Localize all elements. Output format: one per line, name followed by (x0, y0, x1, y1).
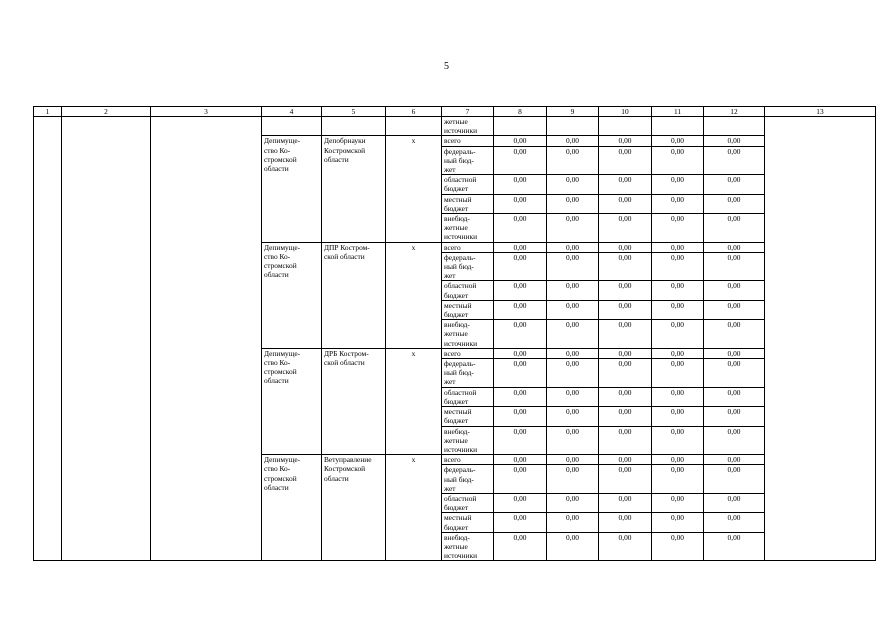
amount-cell: 0,00 (547, 513, 599, 532)
text-line: жет (444, 483, 456, 493)
amount-cell: 0,00 (704, 359, 765, 388)
amount-cell: 0,00 (494, 359, 547, 388)
text-line: внебюд- (444, 426, 470, 436)
funding-source-cell (442, 136, 494, 146)
text-line: жет (444, 377, 456, 387)
funding-source-cell (442, 281, 494, 300)
text-line: ской области (324, 358, 365, 368)
text-line: всего (444, 348, 461, 358)
text-line: источники (444, 444, 478, 454)
text-line: бюджет (444, 416, 469, 426)
cell-col-2 (62, 117, 151, 561)
amount-cell: 0,00 (704, 136, 765, 146)
amount-cell: 0,00 (704, 175, 765, 194)
amount-cell: 0,00 (704, 300, 765, 319)
amount-cell: 0,00 (494, 493, 547, 512)
text-line: жетные (444, 541, 468, 551)
text-line: Депимуще- (264, 242, 301, 252)
amount-cell: 0,00 (494, 455, 547, 465)
text-line: федераль- (444, 252, 476, 262)
text-line: области (264, 482, 289, 492)
amount-cell: 0,00 (547, 146, 599, 175)
text-line: ство Ко- (264, 358, 291, 368)
amount-cell: 0,00 (547, 465, 599, 494)
funding-source-cell (442, 175, 494, 194)
amount-cell: 0,00 (599, 455, 652, 465)
amount-cell: 0,00 (652, 242, 704, 252)
text-line: области (264, 376, 289, 386)
amount-cell: 0,00 (547, 300, 599, 319)
participant-cell (322, 348, 386, 454)
amount-cell: 0,00 (599, 242, 652, 252)
text-line: Депимуще- (264, 348, 301, 358)
amount-cell: 0,00 (547, 175, 599, 194)
amount-cell: 0,00 (547, 136, 599, 146)
text-line: жетные (444, 329, 468, 339)
amount-cell: 0,00 (494, 320, 547, 349)
text-line: стромской (264, 261, 297, 271)
executor-cell (262, 136, 322, 242)
amount-cell: 0,00 (599, 465, 652, 494)
amount-cell: 0,00 (652, 320, 704, 349)
cell-col-6 (386, 117, 442, 136)
amount-cell: 0,00 (494, 252, 547, 281)
continued-source-cell (442, 117, 494, 136)
text-line: бюджет (444, 310, 469, 320)
column-header-7: 7 (442, 107, 494, 117)
text-line: областной (444, 175, 477, 185)
column-header-6: 6 (386, 107, 442, 117)
amount-cell: 0,00 (704, 532, 765, 561)
column-header-1: 1 (34, 107, 62, 117)
amount-cell: 0,00 (547, 320, 599, 349)
text-line: источники (444, 551, 478, 561)
text-line: всего (444, 455, 461, 465)
cell-col-1 (34, 117, 62, 561)
cell-col-5 (322, 117, 386, 136)
text-line: области (264, 270, 289, 280)
amount-cell: 0,00 (494, 387, 547, 406)
amount-cell: 0,00 (652, 136, 704, 146)
amount-cell: 0,00 (494, 532, 547, 561)
text-line: местный (444, 300, 472, 310)
text-line: внебюд- (444, 214, 470, 224)
funding-source-cell (442, 252, 494, 281)
cell-col-10 (599, 117, 652, 136)
amount-cell: 0,00 (704, 320, 765, 349)
text-line: областной (444, 281, 477, 291)
amount-cell: 0,00 (599, 426, 652, 455)
amount-cell: 0,00 (599, 493, 652, 512)
text-line: федераль- (444, 146, 476, 156)
amount-cell: 0,00 (494, 348, 547, 358)
amount-cell: 0,00 (547, 455, 599, 465)
funding-source-cell (442, 407, 494, 426)
amount-cell: 0,00 (704, 348, 765, 358)
executor-cell (262, 348, 322, 454)
amount-cell: 0,00 (704, 465, 765, 494)
amount-cell: 0,00 (599, 348, 652, 358)
amount-cell: 0,00 (599, 532, 652, 561)
amount-cell: 0,00 (704, 214, 765, 243)
amount-cell: 0,00 (652, 359, 704, 388)
amount-cell: 0,00 (547, 281, 599, 300)
amount-cell: 0,00 (652, 407, 704, 426)
text-line: бюджет (444, 290, 469, 300)
amount-cell: 0,00 (547, 214, 599, 243)
amount-cell: 0,00 (547, 493, 599, 512)
amount-cell: 0,00 (652, 532, 704, 561)
text-line: ный бюд- (444, 155, 474, 165)
text-line: жетные (444, 223, 468, 233)
text-line: Костромской (324, 464, 366, 474)
financing-table (33, 106, 876, 561)
table-body (34, 117, 876, 561)
text-line: бюджет (444, 522, 469, 532)
participant-cell (322, 455, 386, 561)
amount-cell: 0,00 (652, 387, 704, 406)
amount-cell: 0,00 (599, 146, 652, 175)
funding-source-cell (442, 359, 494, 388)
amount-cell: 0,00 (547, 242, 599, 252)
amount-cell: 0,00 (547, 359, 599, 388)
text-line: местный (444, 407, 472, 417)
amount-cell: 0,00 (547, 348, 599, 358)
amount-cell: 0,00 (704, 455, 765, 465)
funding-source-cell (442, 465, 494, 494)
marker-cell: х (386, 242, 442, 348)
amount-cell: 0,00 (494, 136, 547, 146)
amount-cell: 0,00 (704, 387, 765, 406)
funding-source-cell (442, 455, 494, 465)
page-number: 5 (444, 61, 449, 72)
text-line: областной (444, 493, 477, 503)
amount-cell: 0,00 (652, 214, 704, 243)
amount-cell: 0,00 (599, 281, 652, 300)
amount-cell: 0,00 (652, 493, 704, 512)
amount-cell: 0,00 (704, 426, 765, 455)
funding-source-cell (442, 532, 494, 561)
funding-source-cell (442, 320, 494, 349)
text-line: ДРБ Костром- (324, 348, 369, 358)
funding-source-cell (442, 426, 494, 455)
amount-cell: 0,00 (599, 194, 652, 213)
text-line: области (264, 164, 289, 174)
amount-cell: 0,00 (599, 513, 652, 532)
text-line: стромской (264, 367, 297, 377)
amount-cell: 0,00 (704, 281, 765, 300)
funding-source-cell (442, 214, 494, 243)
cell-col-8 (494, 117, 547, 136)
amount-cell: 0,00 (652, 252, 704, 281)
amount-cell: 0,00 (599, 175, 652, 194)
text-line: Костромской (324, 145, 366, 155)
text-line: бюджет (444, 203, 469, 213)
funding-source-cell (442, 242, 494, 252)
amount-cell: 0,00 (599, 300, 652, 319)
amount-cell: 0,00 (704, 194, 765, 213)
amount-cell: 0,00 (494, 465, 547, 494)
text-line: бюджет (444, 503, 469, 513)
executor-cell (262, 455, 322, 561)
text-line: внебюд- (444, 532, 470, 542)
column-header-3: 3 (151, 107, 262, 117)
funding-source-cell (442, 348, 494, 358)
amount-cell: 0,00 (652, 300, 704, 319)
amount-cell: 0,00 (547, 532, 599, 561)
participant-cell (322, 242, 386, 348)
marker-cell: х (386, 348, 442, 454)
executor-cell (262, 242, 322, 348)
text-line: ДПР Костром- (324, 242, 370, 252)
text-line: жетные (444, 117, 468, 126)
cell-col-13 (765, 117, 876, 561)
amount-cell: 0,00 (494, 513, 547, 532)
amount-cell: 0,00 (547, 387, 599, 406)
cell-col-12 (704, 117, 765, 136)
text-line: местный (444, 194, 472, 204)
participant-cell (322, 136, 386, 242)
text-line: ный бюд- (444, 368, 474, 378)
cell-col-11 (652, 117, 704, 136)
amount-cell: 0,00 (599, 359, 652, 388)
amount-cell: 0,00 (599, 136, 652, 146)
text-line: Депобрнауки (324, 136, 366, 146)
text-line: источники (444, 232, 478, 242)
text-line: ство Ко- (264, 251, 291, 261)
funding-source-cell (442, 387, 494, 406)
text-line: областной (444, 387, 477, 397)
column-header-4: 4 (262, 107, 322, 117)
funding-source-cell (442, 300, 494, 319)
column-header-10: 10 (599, 107, 652, 117)
header-row (34, 107, 876, 117)
amount-cell: 0,00 (652, 465, 704, 494)
amount-cell: 0,00 (704, 146, 765, 175)
text-line: жет (444, 165, 456, 175)
amount-cell: 0,00 (704, 242, 765, 252)
funding-source-cell (442, 146, 494, 175)
amount-cell: 0,00 (652, 281, 704, 300)
text-line: стромской (264, 154, 297, 164)
column-header-5: 5 (322, 107, 386, 117)
funding-source-cell (442, 493, 494, 512)
amount-cell: 0,00 (599, 407, 652, 426)
text-line: области (324, 473, 349, 483)
amount-cell: 0,00 (652, 426, 704, 455)
amount-cell: 0,00 (494, 242, 547, 252)
text-line: ской области (324, 251, 365, 261)
amount-cell: 0,00 (494, 407, 547, 426)
cell-col-3 (151, 117, 262, 561)
amount-cell: 0,00 (704, 252, 765, 281)
column-header-12: 12 (704, 107, 765, 117)
amount-cell: 0,00 (652, 348, 704, 358)
text-line: Ветуправление (324, 455, 372, 465)
amount-cell: 0,00 (494, 194, 547, 213)
amount-cell: 0,00 (599, 387, 652, 406)
amount-cell: 0,00 (704, 407, 765, 426)
amount-cell: 0,00 (494, 175, 547, 194)
amount-cell: 0,00 (547, 194, 599, 213)
amount-cell: 0,00 (599, 252, 652, 281)
text-line: ный бюд- (444, 262, 474, 272)
column-header-2: 2 (62, 107, 151, 117)
text-line: внебюд- (444, 320, 470, 330)
funding-source-cell (442, 194, 494, 213)
text-line: ный бюд- (444, 474, 474, 484)
marker-cell: х (386, 136, 442, 242)
table-row (34, 117, 876, 136)
text-line: области (324, 154, 349, 164)
text-line: бюджет (444, 396, 469, 406)
amount-cell: 0,00 (547, 252, 599, 281)
amount-cell: 0,00 (704, 513, 765, 532)
amount-cell: 0,00 (652, 513, 704, 532)
text-line: бюджет (444, 184, 469, 194)
text-line: ство Ко- (264, 145, 291, 155)
text-line: стромской (264, 473, 297, 483)
text-line: жет (444, 271, 456, 281)
text-line: Депимуще- (264, 136, 301, 146)
text-line: жетные (444, 435, 468, 445)
amount-cell: 0,00 (494, 300, 547, 319)
amount-cell: 0,00 (652, 194, 704, 213)
amount-cell: 0,00 (547, 407, 599, 426)
amount-cell: 0,00 (652, 146, 704, 175)
text-line: местный (444, 513, 472, 523)
amount-cell: 0,00 (599, 320, 652, 349)
funding-source-cell (442, 513, 494, 532)
text-line: всего (444, 242, 461, 252)
cell-col-9 (547, 117, 599, 136)
text-line: ство Ко- (264, 464, 291, 474)
text-line: всего (444, 136, 461, 146)
amount-cell: 0,00 (494, 426, 547, 455)
text-line: федераль- (444, 465, 476, 475)
text-line: источники (444, 338, 478, 348)
amount-cell: 0,00 (652, 175, 704, 194)
amount-cell: 0,00 (704, 493, 765, 512)
amount-cell: 0,00 (547, 426, 599, 455)
amount-cell: 0,00 (494, 146, 547, 175)
amount-cell: 0,00 (494, 281, 547, 300)
amount-cell: 0,00 (652, 455, 704, 465)
cell-col-4 (262, 117, 322, 136)
text-line: источники (444, 126, 478, 136)
column-header-8: 8 (494, 107, 547, 117)
column-header-13: 13 (765, 107, 876, 117)
column-header-11: 11 (652, 107, 704, 117)
marker-cell: х (386, 455, 442, 561)
text-line: Депимуще- (264, 455, 301, 465)
amount-cell: 0,00 (599, 214, 652, 243)
amount-cell: 0,00 (494, 214, 547, 243)
column-header-9: 9 (547, 107, 599, 117)
text-line: федераль- (444, 359, 476, 369)
